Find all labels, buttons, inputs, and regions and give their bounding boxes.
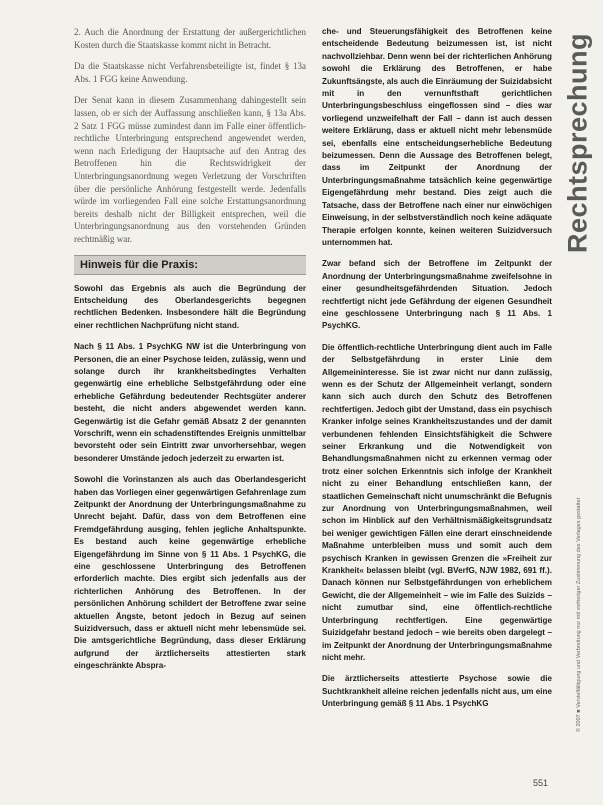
hinweis-heading: Hinweis für die Praxis: xyxy=(74,255,306,275)
paragraph: Sowohl die Vorinstanzen als auch das Oberlandesgericht haben das Vorliegen einer gegenwärtigen Gefahrenlage zum Zeitpunkt der Anordnung der Unterbringungsmaßnahme zu Unrecht bejaht. Dafür, dass von dem Betroffenen eine Fremdgefährdung ausging, fehlen jegliche Anhaltspunkte. Es bestand auch keine gegenwärtige erhebliche Eigengefährdung im Sinne von § 11 Abs. 1 PsychKG, die eine geschlossene Unterbringung des Betroffenen erforderlich machte. Dies ergibt sich jedenfalls aus der richterlichen Anhörung des Betroffenen. In der persönlichen Anhörung schildert der Betroffene zwar seine aktuellen Ängste, betont jedoch in Bezug auf seinen Suizidversuch, dass er aktuell nicht mehr lebensmüde sei. Die amtsgerichtliche Begründung, dass dieser Erklärung aufgrund der ärztlicherseits attestierten stark eingeschränkte Abspra- xyxy=(74,475,306,671)
decision-text xyxy=(74,26,306,246)
paragraph: Da die Staatskasse nicht Verfahrensbeteiligte ist, findet § 13a Abs. 1 FGG keine Anwendung. xyxy=(74,61,306,84)
right-column xyxy=(322,26,552,720)
paragraph: Zwar befand sich der Betroffene im Zeitpunkt der Anordnung der Unterbringungsmaßnahme zweifelsohne in einer gesundheitsgefährdenden Situation. Jedoch rechtfertigt nicht jede Gefährdung der eigenen Gesundheit eine geschlossene Unterbringung nach § 11 Abs. 1 PsychKG. xyxy=(322,259,552,331)
paragraph: Die öffentlich-rechtliche Unterbringung dient auch im Falle der Selbstgefährdung in erster Linie dem Allgemeininteresse. Sie ist zwar nicht nur dann zulässig, wenn es der Schutz der Allgemeinheit verlangt, sondern kann sich auch durch den Schutz des Betroffenen rechtfertigen. Jedoch gibt der Umstand, dass ein psychisch Kranker infolge seines Krankheitszustandes und der damit verbundenen fehlenden Einsichtsfähigkeit die Schwere seiner Erkrankung und die Notwendigkeit von Behandlungsmaßnahmen nicht zu erkennen vermag oder trotz einer solchen Erkenntnis sich infolge der Krankheit nicht zu einer Behandlung entschließen kann, der staatlichen Gemeinschaft nicht unumschränkt die Befugnis zur Anordnung von Unterbringungsmaßnahmen, weil schon im Hinblick auf den Verhältnismäßigkeitsgrundsatz bei weniger gewichtigen Fällen eine derart einschneidende Maßnahme unterbleiben muss und somit auch dem psychisch Kranken in gewissen Grenzen die »Freiheit zur Krankheit« belassen bleibt (vgl. BVerfG, NJW 1982, 691 ff.). Danach können nur Selbstgefährdungen von erheblichem Gewicht, die der Allgemeinheit – wie im Falle des Suizids – nicht zumutbar sind, eine öffentlich-rechtliche Unterbringung rechtfertigen. Eine gegenwärtige Suizidgefahr bestand jedoch – wie bereits oben dargelegt – im Zeitpunkt der Anordnung der Unterbringungsmaßnahme nicht mehr. xyxy=(322,342,552,662)
paragraph: Sowohl das Ergebnis als auch die Begründung der Entscheidung des Oberlandesgerichts begegnen rechtlichen Bedenken. Insbesondere hält die Begründung einer rechtlichen Nachprüfung nicht stand. xyxy=(74,283,306,330)
section-title-text: Rechtsprechung xyxy=(562,32,593,254)
paragraph: Die ärztlicherseits attestierte Psychose sowie die Suchtkrankheit alleine reichen jedenfalls nicht aus, um eine Unterbringung gemäß § 11 Abs. 1 PsychKG xyxy=(322,674,552,709)
paragraph: 2. Auch die Anordnung der Erstattung der außergerichtlichen Kosten durch die Staatskasse kommt nicht in Betracht. xyxy=(74,27,306,50)
copyright-note-vertical xyxy=(572,430,586,800)
section-title-vertical xyxy=(563,28,593,258)
hinweis-text xyxy=(74,283,306,673)
page-number: 551 xyxy=(533,778,549,788)
left-column xyxy=(74,26,306,682)
copyright-note-text: © 2007 ■ Vervielfältigung und Verbreitung nur mit vorheriger Zustimmung des Verlages gestattet xyxy=(576,497,582,733)
paragraph: Der Senat kann in diesem Zusammenhang dahingestellt sein lassen, ob er sich der Auffassung anschließen kann, § 13a Abs. 2 Satz 1 FGG müsse zumindest dann im Falle einer öffentlich-rechtliche Unterbringung entsprechend angewendet werden, wenn nach Erledigung der Hauptsache auf den Antrag des Betroffenen hin die Rechtswidrigkeit der Unterbringungsanordnung wegen Verletzung der Vorschriften über die persönliche Anhörung festgestellt werde. Jedenfalls würde im vorliegenden Fall eine solche Erstattungsanordnung bereits deshalb nicht der Billigkeit entsprechen, weil die Unterbringungsanordnung aus den vorstehenden Gründen rechtmäßig war. xyxy=(74,95,306,244)
paragraph: che- und Steuerungsfähigkeit des Betroffenen keine entscheidende Bedeutung beizumessen ist, ist nicht nachvollziehbar. Denn wenn bei der richterlichen Anhörung sowohl die Erklärung des Betroffenen, er habe Zukunftsängste, als auch die Einräumung der Suizidabsicht mit in den vernunftsthaft gerichtlichen Unterbringungsbeschluss eingeflossen sind – dies war vorliegend unzweifelhaft der Fall – dann ist auch dessen weitere Erklärung, dass er aktuell nicht mehr lebensmüde sei, ebenfalls eine entscheidungserhebliche Bedeutung beizumessen. Denn die Aussage des Betroffenen belegt, dass im Zeitpunkt der Anordnung der Unterbringungsmaßnahme tatsächlich keine gegenwärtige Eigengefährdung mehr bestand. Dies zeigt auch die Tatsache, dass der Betroffene nach einer nur einwöchigen Einweisung, in der selbstverständlich noch keine adäquate Therapie erfolgen konnte, keinen weiteren Suizidversuch unternommen hat. xyxy=(322,27,552,247)
paragraph: Nach § 11 Abs. 1 PsychKG NW ist die Unterbringung von Personen, die an einer Psychose leiden, zulässig, wenn und solange durch ihr krankheitsbedingtes Verhalten gegenwärtig eine erhebliche Selbstgefährdung oder eine erhebliche Gefährdung bedeutender Rechtsgüter anderer besteht, die nicht anders abgewendet werden kann. Gegenwärtig ist die Gefahr gemäß Absatz 2 der genannten Vorschrift, wenn ein schadenstiftendes Ereignis unmittelbar bevorsteht oder sein Eintritt zwar unvorhersehbar, wegen besonderer Umstände jedoch jederzeit zu erwarten ist. xyxy=(74,342,306,463)
